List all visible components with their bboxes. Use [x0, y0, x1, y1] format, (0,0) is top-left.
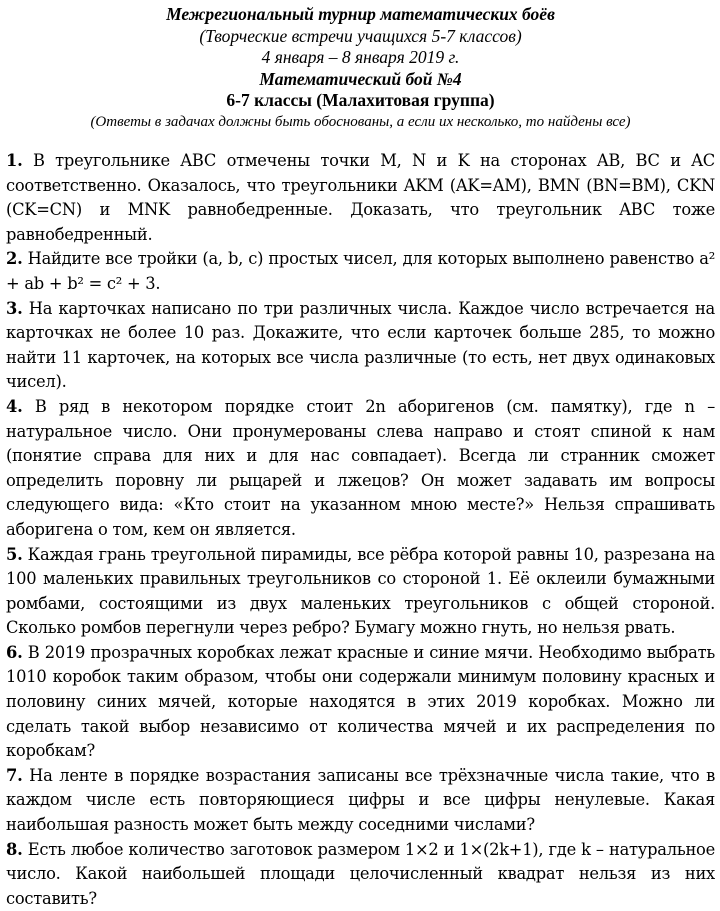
document-header	[6, 0, 715, 133]
problem-text: В треугольнике ABC отмечены точки M, N и K на сторонах AB, BC и AC соответственно. Оказалось, что треугольники AKM (AK=AM), BMN (BN=BM), CKN (CK=CN) и MNK равнобедренные. Доказать, что треугольник ABC тоже равнобедренный.	[6, 151, 715, 244]
problem-text: Найдите все тройки (a, b, c) простых чисел, для которых выполнено равенство a² + ab + b² = c² + 3.	[6, 249, 715, 293]
problem-text: В 2019 прозрачных коробках лежат красные и синие мячи. Необходимо выбрать 1010 коробок таким образом, чтобы они содержали минимум половину красных и половину синих мячей, которые находятся в этих 2019 коробках. Можно ли сделать такой выбор независимо от количества мячей и их распределения по коробкам?	[6, 642, 715, 761]
problem-text: Каждая грань треугольной пирамиды, все рёбра которой равны 10, разрезана на 100 маленьких правильных треугольников со стороной 1. Её оклеили бумажными ромбами, состоящими из двух маленьких треугольников с общей стороной. Сколько ромбов перегнули через ребро? Бумагу можно гнуть, но нельзя рвать.	[6, 544, 715, 638]
bout-title: Математический бой №4	[259, 68, 462, 89]
tournament-title: Межрегиональный турнир математических боёв	[166, 4, 555, 24]
problem-item	[6, 297, 715, 395]
tournament-subtitle: (Творческие встречи учащихся 5-7 классов)	[199, 25, 522, 46]
problem-item	[6, 395, 715, 543]
problem-item	[6, 764, 715, 838]
problem-number: 5.	[6, 544, 23, 564]
problem-text: Есть любое количество заготовок размером 1×2 и 1×(2k+1), где k – натуральное число. Какой наибольшей площади целочисленный квадрат нельзя из них составить?	[6, 839, 715, 908]
problem-item	[6, 247, 715, 296]
problem-text: На карточках написано по три различных числа. Каждое число встречается на карточках не более 10 раз. Докажите, что если карточек больше 285, то можно найти 11 карточек, на которых все числа различные (то есть, нет двух одинаковых чисел).	[6, 298, 715, 392]
tournament-dates: 4 января – 8 января 2019 г.	[261, 47, 460, 67]
problem-text: В ряд в некотором порядке стоит 2n аборигенов (см. памятку), где n – натуральное число. Они пронумерованы слева направо и стоят спиной к нам (понятие справа для них и для нас совпадает). Всегда ли странник сможет определить поровну ли рыцарей и лжецов? Он может задавать им вопросы следующего вида: «Кто стоит на указанном мною месте?» Нельзя спрашивать аборигена о том, кем он является.	[6, 396, 715, 539]
problem-number: 7.	[6, 765, 23, 785]
problem-item	[6, 543, 715, 641]
group-title: 6-7 классы (Малахитовая группа)	[226, 90, 495, 110]
problem-number: 8.	[6, 839, 23, 859]
problem-number: 1.	[6, 151, 23, 170]
problem-number: 3.	[6, 298, 23, 318]
answers-note: (Ответы в задачах должны быть обоснованы, а если их несколько, то найдены все)	[90, 113, 631, 130]
problem-number: 4.	[6, 396, 23, 416]
problem-item	[6, 838, 715, 911]
problem-number: 2.	[6, 249, 23, 269]
problem-item	[6, 641, 715, 764]
problem-list	[6, 149, 715, 911]
problem-text: На ленте в порядке возрастания записаны все трёхзначные числа такие, что в каждом числе есть повторяющиеся цифры и все цифры ненулевые. Какая наибольшая разность может быть между соседними числами?	[6, 765, 715, 835]
problem-item	[6, 149, 715, 247]
problem-number: 6.	[6, 642, 23, 662]
